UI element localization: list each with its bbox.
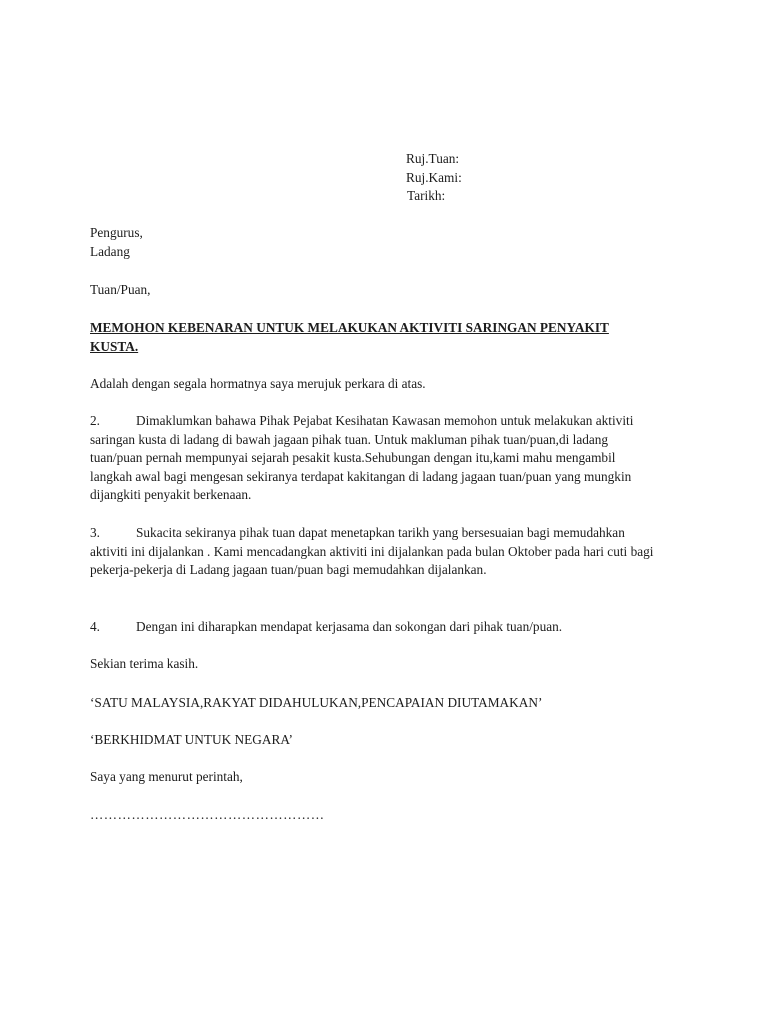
paragraph-4-number: 4.: [90, 619, 100, 634]
paragraph-2-line-2: saringan kusta di ladang di bawah jagaan pihak tuan. Untuk makluman pihak tuan/puan,di ladang: [90, 431, 609, 447]
paragraph-2-line-5: dijangkiti penyakit berkenaan.: [90, 487, 252, 502]
intro-paragraph: Adalah dengan segala hormatnya saya merujuk perkara di atas.: [90, 376, 426, 391]
obedient-line: Saya yang menurut perintah,: [90, 769, 243, 784]
recipient-title: Pengurus,: [90, 225, 143, 240]
paragraph-3-number: 3.: [90, 525, 100, 540]
paragraph-4-line-1: [90, 618, 682, 637]
paragraph-4: [90, 618, 682, 637]
paragraph-3-line-3: pekerja-pekerja di Ladang jagaan tuan/puan bagi memudahkan dijalankan.: [90, 562, 487, 577]
paragraph-4-text-1: Dengan ini diharapkan mendapat kerjasama dan sokongan dari pihak tuan/puan.: [136, 619, 563, 634]
recipient-place: Ladang: [90, 243, 130, 259]
paragraph-2-line-1: [90, 412, 682, 431]
ruj-kami-label: Ruj.Kami:: [406, 169, 462, 185]
closing-text: Sekian terima kasih.: [90, 656, 199, 671]
paragraph-2-text-1: Dimaklumkan bahawa Pihak Pejabat Kesihatan Kawasan memohon untuk melakukan aktiviti: [136, 413, 634, 428]
recipient-address: [90, 224, 143, 261]
paragraph-3-text-1: Sukacita sekiranya pihak tuan dapat menetapkan tarikh yang bersesuaian bagi memudahkan: [136, 525, 625, 540]
subject-heading: MEMOHON KEBENARAN UNTUK MELAKUKAN AKTIVITI SARINGAN PENYAKIT KUSTA.: [90, 320, 609, 354]
ruj-tuan-label: Ruj.Tuan:: [406, 151, 460, 166]
signature-line: ……………………………………………: [90, 807, 325, 822]
paragraph-2-line-4: langkah awal bagi mengesan sekiranya terdapat kakitangan di ladang jagaan tuan/puan yang mungkin: [90, 468, 632, 484]
paragraph-2-line-3: tuan/puan pernah mempunyai sejarah pesakit kusta.Sehubungan dengan itu,kami mahu mengambil: [90, 450, 616, 465]
paragraph-3-line-2: aktiviti ini dijalankan . Kami mencadangkan aktiviti ini dijalankan pada bulan Oktober pada hari cuti bagi: [90, 543, 654, 559]
motto-satu-malaysia: ‘SATU MALAYSIA,RAKYAT DIDAHULUKAN,PENCAPAIAN DIUTAMAKAN’: [90, 695, 543, 710]
paragraph-2-number: 2.: [90, 413, 100, 428]
salutation: Tuan/Puan,: [90, 282, 151, 297]
paragraph-3-line-1: [90, 524, 682, 543]
paragraph-3: [90, 524, 682, 580]
motto-berkhidmat: ‘BERKHIDMAT UNTUK NEGARA’: [90, 732, 293, 747]
reference-block: [406, 150, 462, 206]
tarikh-label: Tarikh:: [407, 188, 446, 203]
paragraph-2: [90, 412, 682, 505]
